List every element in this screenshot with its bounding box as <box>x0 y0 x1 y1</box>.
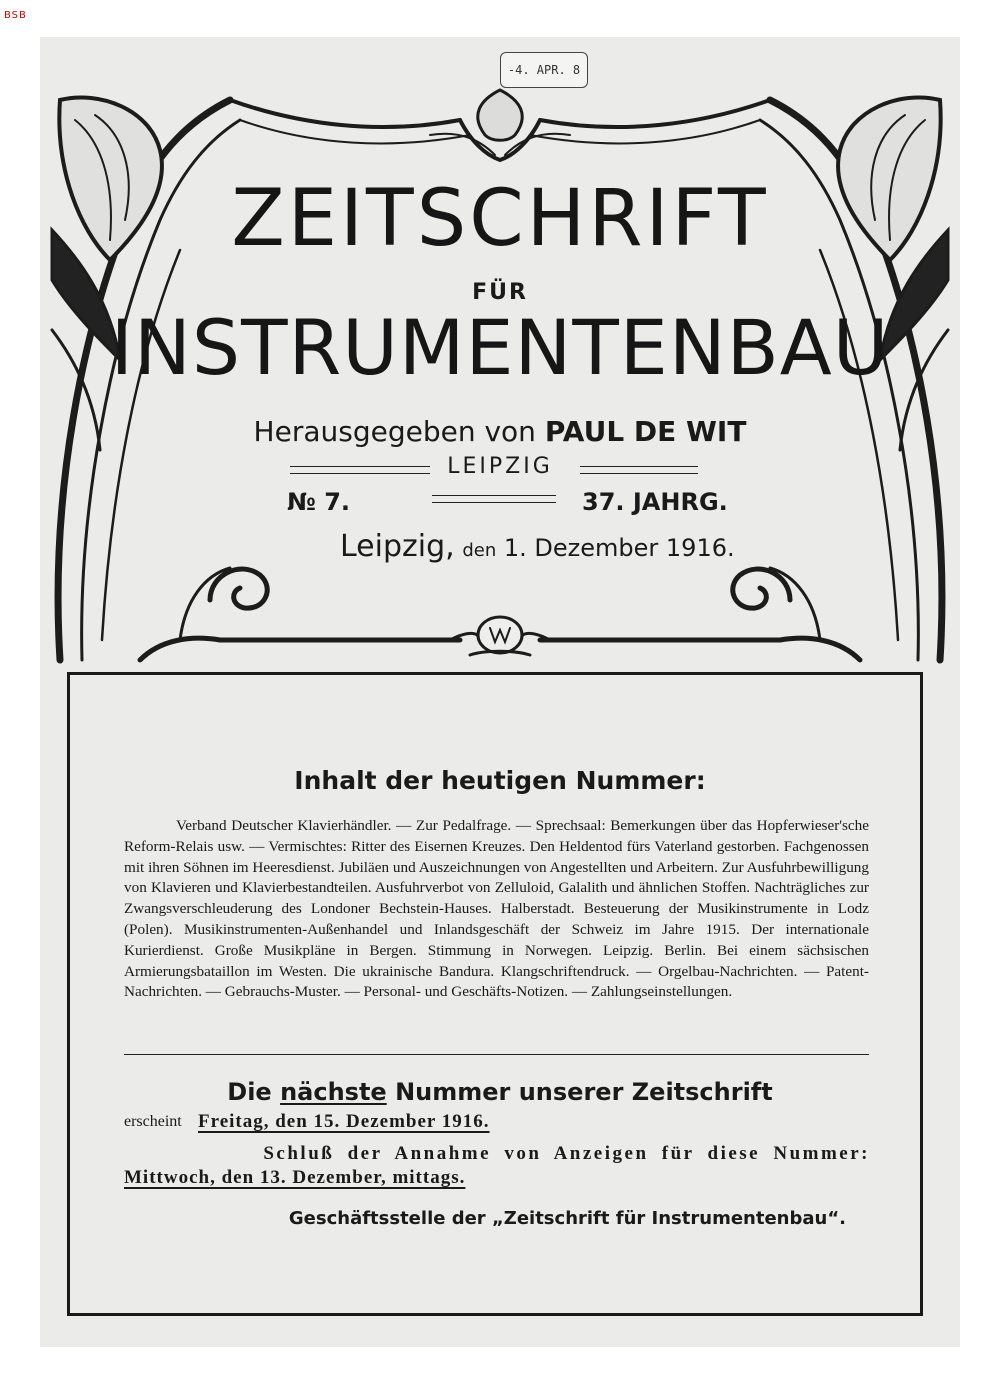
publisher-office: Geschäftsstelle der „Zeitschrift für Instrumentenbau“. <box>288 1208 846 1229</box>
masthead-title-line1: ZEITSCHRIFT <box>231 174 769 264</box>
editor-name: PAUL DE WIT <box>544 415 747 448</box>
date-place: Leipzig, <box>340 529 455 564</box>
ad-deadline-label: Schluß der Annahme von Anzeigen für diese Nummer: <box>263 1143 870 1164</box>
ad-deadline-date: Mittwoch, den 13. Dezember, mittags. <box>124 1167 466 1188</box>
next-issue-heading <box>0 1080 1000 1104</box>
library-corner-mark: BSB <box>4 10 27 21</box>
masthead-editor <box>0 415 1000 448</box>
appears-date: Freitag, den 15. Dezember 1916. <box>198 1111 490 1132</box>
double-rule-left <box>290 466 430 474</box>
issue-number: № 7. <box>287 488 351 516</box>
masthead-city: LEIPZIG <box>447 454 553 479</box>
contents-body: Verband Deutscher Klavierhändler. — Zur Pedalfrage. — Sprechsaal: Bemerkungen über das Hopferwieser'sche Reform-Relais usw. — Vermischtes: Ritter des Eisernen Kreuzes. Den Heldentod fürs Vaterland gestorben. Fachgenossen mit ihren Söhnen im Heeresdienst. Jubiläen und Auszeichnungen von Angestellten und Arbeitern. Zur Ausfuhrbewilligung von Klavieren und Klavierbestandteilen. Ausfuhrverbot von Zelluloid, Galalith und ähnlichen Stoffen. Nachträgliches zur Zwangsverschleuderung des Londoner Bechstein-Hauses. Halberstadt. Besteuerung der Musikinstrumente in Lodz (Polen). Musikinstrumenten-Außenhandel und Inlandsgeschäft der Schweiz im Jahre 1915. Der internationale Kurierdienst. Große Musikpläne in Bergen. Stimmung in Norwegen. Leipzig. Berlin. Bei einem sächsischen Armierungsbataillon im Westen. Die ukrainische Bandura. Klangschriftendruck. — Orgelbau-Nachrichten. — Patent-Nachrichten. — Gebrauchs-Muster. — Personal- und Geschäfts-Notizen. — Zahlungseinstellungen. <box>124 817 869 1001</box>
masthead-title-line2: INSTRUMENTENBAU <box>110 303 890 392</box>
double-rule-right <box>580 466 698 474</box>
next-heading-underlined: nächste <box>280 1078 387 1106</box>
masthead-title-fur: FÜR <box>472 280 528 305</box>
date-value: 1. Dezember 1916. <box>503 534 735 562</box>
issue-date <box>340 529 735 564</box>
archive-date-stamp: -4. APR. 8 <box>500 52 588 88</box>
editor-prefix: Herausgegeben von <box>253 415 536 448</box>
double-rule-center <box>432 495 556 503</box>
appears-label: erscheint <box>124 1113 182 1130</box>
next-heading-before: Die <box>227 1078 272 1106</box>
date-den: den <box>462 540 497 561</box>
contents-heading: Inhalt der heutigen Nummer: <box>294 766 706 795</box>
next-heading-after: Nummer unserer Zeitschrift <box>395 1078 773 1106</box>
contents-rule <box>124 1054 869 1055</box>
volume-year: 37. JAHRG. <box>582 488 728 516</box>
